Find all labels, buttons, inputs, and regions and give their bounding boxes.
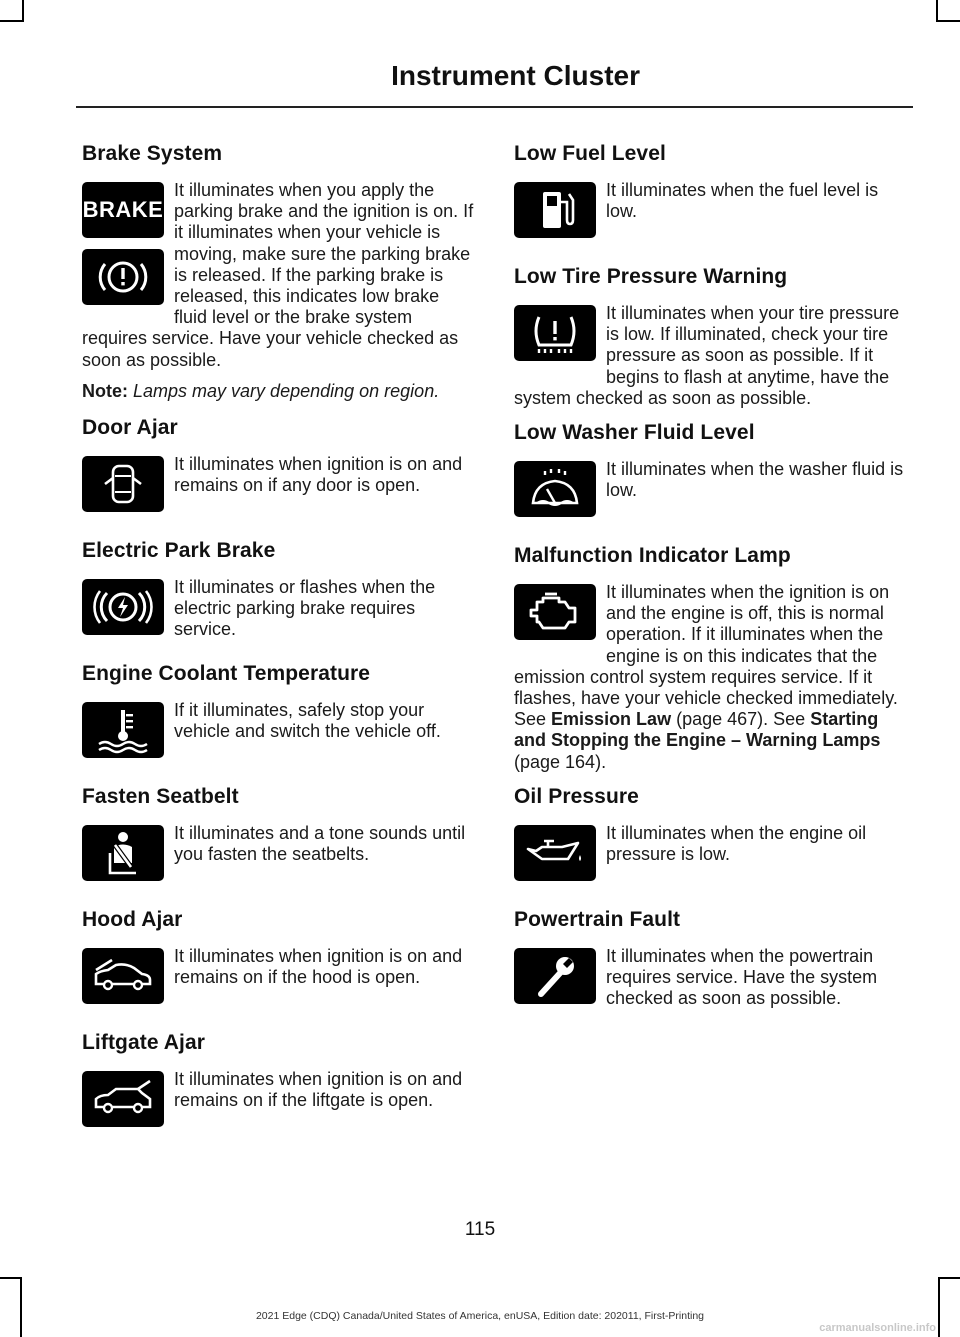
section-body-text: It illuminates when the ignition is on and the engine is off, this is normal operation. If it illuminates when the engine is on this indicates that the emission control system requires service. If it flashes, have your vehicle checked immediately. See xyxy=(514,582,898,730)
section-brake-system xyxy=(82,142,475,402)
washer-fluid-icon xyxy=(514,461,596,517)
emission-law-link[interactable]: Emission Law xyxy=(551,709,672,730)
section-engine-coolant xyxy=(82,662,475,773)
watermark: carmanualsonline.info xyxy=(819,1322,936,1334)
crop-mark xyxy=(938,1277,960,1279)
brake-text-icon xyxy=(82,182,164,238)
page-title: Instrument Cluster xyxy=(391,60,640,91)
door-ajar-icon xyxy=(82,456,164,512)
section-body: If it illuminates, safely stop your vehicle and switch the vehicle off. xyxy=(174,700,441,742)
section-title: Oil Pressure xyxy=(514,784,639,808)
section-powertrain-fault xyxy=(514,908,907,1019)
section-title: Door Ajar xyxy=(82,416,178,440)
brake-warning-circle-icon xyxy=(82,249,164,305)
seatbelt-icon xyxy=(82,825,164,881)
crop-mark xyxy=(936,20,960,22)
page-number: 115 xyxy=(464,1219,496,1240)
oil-can-icon xyxy=(514,825,596,881)
footer-edition-info: 2021 Edge (CDQ) Canada/United States of America, enUSA, Edition date: 202011, First-Printing xyxy=(255,1310,705,1322)
page-ref: (page 467). See xyxy=(671,709,811,730)
section-body: It illuminates when ignition is on and remains on if the hood is open. xyxy=(174,946,463,988)
electric-park-brake-icon xyxy=(82,579,164,635)
section-body: It illuminates when ignition is on and remains on if the liftgate is open. xyxy=(174,1069,463,1111)
section-body: It illuminates when you apply the parking brake and the ignition is on. If it illuminates when your vehicle is moving, make sure the parking brake is released. If the parking brake is released, this indicates low brake fluid level or the brake system requires service. Have your vehicle checked as soon as possible. xyxy=(82,180,474,370)
tire-pressure-icon xyxy=(514,305,596,361)
page-ref: (page 164). xyxy=(514,751,607,772)
crop-mark xyxy=(938,1277,940,1337)
section-body: It illuminates or flashes when the electric parking brake requires service. xyxy=(174,577,436,640)
section-title: Engine Coolant Temperature xyxy=(82,662,371,686)
left-column xyxy=(82,142,475,1154)
hood-ajar-icon xyxy=(82,948,164,1004)
starting-stopping-link[interactable]: Starting and Stopping the Engine – Warning Lamps xyxy=(514,709,881,751)
crop-mark xyxy=(20,1277,22,1337)
section-body: It illuminates and a tone sounds until you fasten the seatbelts. xyxy=(174,823,466,865)
crop-mark xyxy=(0,1277,22,1279)
wrench-icon xyxy=(514,948,596,1004)
section-title: Powertrain Fault xyxy=(514,907,681,931)
header-divider xyxy=(76,106,913,108)
note xyxy=(82,381,475,402)
section-title: Malfunction Indicator Lamp xyxy=(514,544,791,568)
section-body: It illuminates when ignition is on and remains on if any door is open. xyxy=(174,454,463,496)
section-title: Low Washer Fluid Level xyxy=(514,421,755,445)
crop-mark xyxy=(0,20,24,22)
section-title: Brake System xyxy=(82,142,223,165)
section-malfunction xyxy=(514,544,907,773)
section-title: Electric Park Brake xyxy=(82,539,276,563)
crop-mark xyxy=(936,0,938,20)
section-title: Hood Ajar xyxy=(82,908,183,932)
section-body: It illuminates when the washer fluid is low. xyxy=(606,459,904,501)
check-engine-icon xyxy=(514,584,596,640)
fuel-pump-icon xyxy=(514,182,596,238)
section-liftgate-ajar xyxy=(82,1031,475,1142)
section-title: Low Tire Pressure Warning xyxy=(514,265,788,288)
section-fasten-seatbelt xyxy=(82,785,475,896)
section-low-tire xyxy=(514,265,907,409)
section-body: It illuminates when the powertrain requires service. Have the system checked as soon as possible. xyxy=(606,945,878,1009)
coolant-temperature-icon xyxy=(82,702,164,758)
section-title: Fasten Seatbelt xyxy=(82,785,239,809)
section-low-washer xyxy=(514,421,907,532)
section-hood-ajar xyxy=(82,908,475,1019)
brake-icon-label: BRAKE xyxy=(82,197,164,222)
section-body: It illuminates when the fuel level is low. xyxy=(606,180,879,222)
section-low-fuel xyxy=(514,142,907,253)
note-text: Lamps may vary depending on region. xyxy=(133,380,440,401)
section-door-ajar xyxy=(82,416,475,527)
section-body: It illuminates when your tire pressure is low. If illuminated, check your tire pressure as soon as possible. If it begins to flash at anytime, have the system checked as soon as possible. xyxy=(514,303,900,408)
section-title: Low Fuel Level xyxy=(514,142,666,165)
crop-mark xyxy=(22,0,24,20)
section-oil-pressure xyxy=(514,785,907,896)
section-title: Liftgate Ajar xyxy=(82,1031,206,1055)
right-column xyxy=(514,142,907,1031)
liftgate-ajar-icon xyxy=(82,1071,164,1127)
section-body: It illuminates when the engine oil pressure is low. xyxy=(606,822,867,865)
section-electric-park-brake xyxy=(82,539,475,650)
note-label: Note: xyxy=(82,380,128,401)
